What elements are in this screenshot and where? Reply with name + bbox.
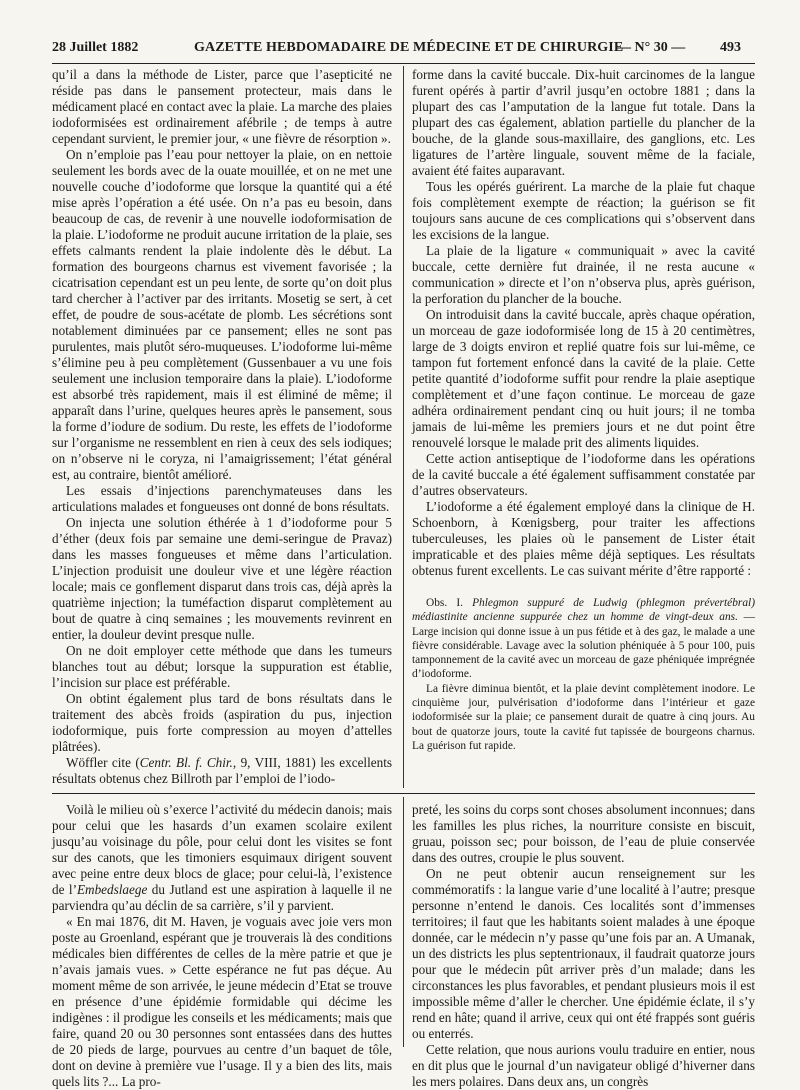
text-run: , 9, VIII, 1881) les excellents résultats obtenus chez Billroth par l’emploi de l’iodo- — [52, 755, 392, 786]
paragraph: On injecta une solution éthérée à 1 d’iodoforme pour 5 d’éther (deux fois par semaine une demi-seringue de Pravaz) dans les masses fongueuses et même dans l’articulation. L’injection produisit une douleur vive et une légère réaction locale; mais ce gonflement disparut dans trois cas, déjà après la quatrième injection; la tuméfaction disparut complètement au bout de quatre à cinq semaines ; les mouvements revinrent en entier, la douleur devint presque nulle. — [52, 515, 392, 642]
paragraph: On ne doit employer cette méthode que dans les tumeurs blanches tout au début; lorsque la suppuration est établie, l’incision sur place est préférable. — [52, 643, 392, 690]
paragraph: Tous les opérés guérirent. La marche de la plaie fut chaque fois complètement exempte de réaction; la guérison se fit toujours sans aucune de ces complications qui s’observent dans les excisions de la langue. — [412, 179, 755, 242]
paragraph: Cette action antiseptique de l’iodoforme dans les opérations de la cavité buccale a été également suffisamment constatée par d’autres observateurs. — [412, 451, 755, 498]
paragraph: On n’emploie pas l’eau pour nettoyer la plaie, on en nettoie seulement les bords avec de la ouate mouillée, et on ne met une nouvelle couche d’iodoforme que lorsque la quantité qui a été mise après l’opération a été usée. On n’a pas eu besoin, dans beaucoup de cas, de revenir à une nouvelle iodoformisation de la plaie. L’iodoforme ne produit aucune irritation de la plaie, ses effets calmants rendent la plaie indolente dès le début. La formation des bourgeons charnus est vivement favorisée ; la cicatrisation cependant est un peu lente, de sorte qu’on doit plus tard chercher à l’activer par des irritants. Mosetig se sert, à cet effet, de poudre de sous-acétate de plomb. Les sécrétions sont notablement diminuées par ce pansement; elles ne sont pas purulentes, mais plutôt séro-muqueuses. L’iodoforme lui-même s’élimine peu à peu complètement (Gussenbauer a vu une fois seulement une inclusion temporaire dans la plaie). L’iodoforme est absorbé très rapidement, mais il est éliminé de même; il apparaît dans l’urine, quelques heures après le pansement, sous la forme d’iodure de sodium. Du reste, les effets de l’iodoforme sur l’organisme ne ressemblent en rien à ceux des sels iodiques; on n’observe ni le coryza, ni l’amaigrissement; l’état général est, au contraire, bientôt amélioré. — [52, 147, 392, 482]
text-run: — Large incision qui donne issue à un pus fétide et à des gaz, le malade a une fièvre considérable. Lavage avec la solution phéniquée à 5 pour 100, puis tamponnement de la cavité avec un morceau de gaze phéniquée imprégnée d’iodoforme. — [412, 611, 755, 681]
running-header — [52, 40, 752, 62]
bottom-right-column — [412, 802, 755, 1089]
paragraph: On ne peut obtenir aucun renseignement sur les commémoratifs : la langue varie d’une localité à l’autre; presque personne n’entend le danois. Ces localités sont d’immenses territoires; il faut que les habitants soient malades à une époque donnée, car le médecin n’y passe qu’une fois par an. A Umanak, un des districts les plus septentrionaux, il faudrait quatorze jours pour que le médecin pût arriver près d’un malade; dans les circonstances les plus favorables, et pendant plusieurs mois il est impossible même d’aller le chercher. Une épidémie éclate, il s’y rend en hâte; quand il arrive, ceux qui ont été frappés sont guéris ou enterrés. — [412, 866, 755, 1041]
paragraph: On obtint également plus tard de bons résultats dans le traitement des abcès froids (aspiration du pus, injection iodoformique, puis forte compression au moyen d’attelles plâtrées). — [52, 691, 392, 754]
paragraph — [52, 802, 392, 914]
paragraph: Cette relation, que nous aurions voulu traduire en entier, nous en dit plus que le journal d’un navigateur obligé d’hiverner dans les mers polaires. Dans deux ans, un congrès — [412, 1042, 755, 1089]
paragraph: forme dans la cavité buccale. Dix-huit carcinomes de la langue furent opérés à partir d’avril jusqu’en octobre 1881 ; dans la plupart des cas l’amputation de la langue fut totale. Dans la plupart des cas également, ablation partielle du plancher de la bouche, de la glande sous-maxillaire, des ganglions, etc. Les ligatures de l’artère linguale, souvent même de la faciale, avaient été faites auparavant. — [412, 67, 755, 178]
section-rule — [52, 793, 755, 794]
paragraph: « En mai 1876, dit M. Haven, je voguais avec joie vers mon poste au Groenland, espérant que je trouverais là des conditions médicales bien différentes de celles de la mère patrie et que je n’avais jamais vues. » Cette espérance ne fut pas déçue. Au moment même de son arrivée, le jeune médecin d’Etat se trouve en présence d’une épidémie formidable qui décime les indigènes : il prodigue les conseils et les médicaments; mais que faire, quand 20 ou 30 personnes sont entassées dans des huttes de 20 pieds de large, pourvues au centre d’un baquet de tôle, dont on devine à première vue l’usage. Il y a bien des lits, mais quels lits ?... La pro- — [52, 914, 392, 1089]
bottom-left-column — [52, 802, 392, 1089]
header-issue-number: — N° 30 — — [617, 40, 686, 55]
header-journal-title: GAZETTE HEBDOMADAIRE DE MÉDECINE ET DE CHIRURGIE — [194, 40, 624, 55]
observation-label: Obs. I. — [426, 597, 473, 609]
column-divider-bottom — [403, 797, 404, 1047]
observation-title: Phlegmon suppuré de Ludwig (phlegmon prévertébral) médiastinite ancienne suppurée chez un homme de vingt-deux ans. — [412, 597, 755, 624]
header-page-number: 493 — [720, 40, 741, 55]
observation-paragraph — [412, 596, 755, 682]
right-column — [412, 67, 755, 587]
left-column — [52, 67, 392, 789]
term-italic: Embedslaege — [77, 882, 148, 897]
paragraph: La plaie de la ligature « communiquait » avec la cavité buccale, cette dernière fut drainée, il ne resta aucune « communication » directe et l’on n’observa plus, après guérison, la perforation du plancher de la bouche. — [412, 243, 755, 306]
paragraph — [52, 755, 392, 787]
column-divider-top — [403, 66, 404, 788]
paragraph: L’iodoforme a été également employé dans la clinique de H. Schoenborn, à Kœnigsberg, pour traiter les affections tuberculeuses, les plaies où le pansement de Lister était impraticable et des plaies même déjà septiques. Les résultats obtenus furent excellents. Le cas suivant mérite d’être rapporté : — [412, 499, 755, 578]
text-run: du Jutland est une aspiration à laquelle il ne parviendra qu’au déclin de sa carrière, s’il y parvient. — [52, 882, 392, 913]
paragraph: Les essais d’injections parenchymateuses dans les articulations malades et fongueuses ont donné de bons résultats. — [52, 483, 392, 514]
text-run: Wöffler cite ( — [66, 755, 140, 770]
header-date: 28 Juillet 1882 — [52, 40, 139, 55]
observation-block — [412, 590, 755, 790]
paragraph: On introduisit dans la cavité buccale, après chaque opération, un morceau de gaze iodoformisée long de 15 à 20 centimètres, large de 3 doigts environ et replié quatre fois sur lui-même, ce tampon fut fortement enfoncé dans la cavité de la plaie. Cette petite quantité d’iodoforme suffit pour rendre la plaie aseptique complètement et d’une façon continue. Le morceau de gaze adhéra ordinairement pendant cinq ou huit jours; il ne tomba jamais de lui-même les premiers jours et ne dut point être renouvelé lorsque le malade prit des aliments liquides. — [412, 307, 755, 450]
observation-paragraph: La fièvre diminua bientôt, et la plaie devint complètement inodore. Le cinquième jour, pulvérisation d’iodoforme dans l’intérieur et gaze iodoformisée sur la plaie; ce pansement durait de quatre à cinq jours. Au bout de quatorze jours, toute la cavité fut tapissée de bourgeons charnus. La guérison fut rapide. — [412, 682, 755, 752]
text-run: Voilà le milieu où s’exerce l’activité du médecin danois; mais pour celui que les hasards d’un examen scolaire exilent jusqu’au voisinage du pôle, pour celui dont les visites se font sur des canots, que les timoniers esquimaux dirigent souvent avec peine entre deux blocs de glace; pour celui-là, l’existence de l’ — [52, 802, 392, 897]
paragraph: preté, les soins du corps sont choses absolument inconnues; dans les familles les plus riches, la nourriture consiste en biscuit, gruau, poisson sec; pour boisson, de l’eau de pluie conservée dans des outres, croupie le plus souvent. — [412, 802, 755, 865]
header-rule — [52, 63, 755, 64]
paragraph: qu’il a dans la méthode de Lister, parce que l’asepticité ne réside pas dans le pansement protecteur, mais dans le médicament placé en contact avec la plaie. La marche des plaies iodoformisées est ordinairement afébrile ; de temps à autre cependant survient, le premier jour, « une fièvre de résorption ». — [52, 67, 392, 146]
citation-title: Centr. Bl. f. Chir. — [139, 755, 233, 770]
